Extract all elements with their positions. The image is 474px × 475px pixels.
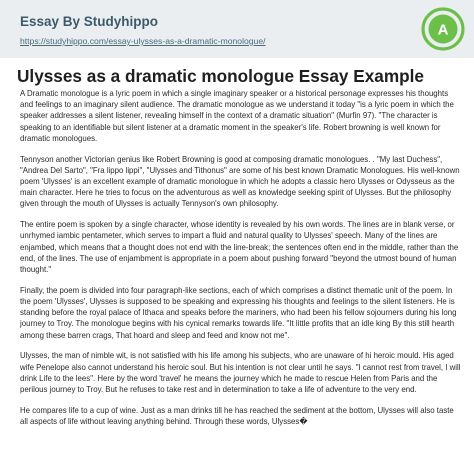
paragraph: A Dramatic monologue is a lyric poem in which a single imaginary speaker or a historical personage expresses his thoughts and feelings to an imaginary silent audience. The dramatic monologue as we understand it today "is a lyric poem in which the speaker addresses a silent listener, revealing himself in the context of a dramatic situation" (Murfin 97). "The character is speaking to an identifiable but silent listener at a dramatic moment in the speaker's life. Robert browning is well known for dramatic monologues. bbox=[20, 89, 454, 143]
paragraph: The entire poem is spoken by a single character, whose identity is revealed by his own words. The lines are in blank verse, or unrhymed iambic pentameter, which serves to impart a fluid and natural quality to Ulysses' speech. Many of the lines are enjambed, which means that a thought does not end with the line-break; the sentences often end in the middle, rather than the end, of the lines. The use of enjambment is appropriate in a poem about pushing forward "beyond the utmost bound of human thought." bbox=[20, 220, 459, 275]
paragraph: Finally, the poem is divided into four paragraph-like sections, each of which comprises a distinct thematic unit of the poem. In the poem 'Ulysses', Ulysses is supposed to be speaking and expressing his thoughts and feelings to the silent listeners. He is standing before the royal palace of Ithaca and speaks before the mariners, who had been his fellow sojourners during his long journey to Troy. The monologue begins with his cynical remarks towards life. "It little profits that an idle king By this still hearth among these barren crags, That hoard and sleep and feed and know not me". bbox=[20, 285, 457, 340]
paragraph: Tennyson another Victorian genius like Robert Browning is good at composing dramatic monologues. . "My last Duchess", "Andrea Del Sarto", "Fra lippo lippi", "Ulysses and Tithonus" are some of his best known Dramatic Monologues. His well-known poem 'Ulysses' is an excellent example of dramatic monologue in which he adopts a classic hero Ulysses or Odysseus as the main character. Here he tries to focus on the adventurous as well as knowledge seeking spirit of Ulysses. But the philosophy given through the mouth of Ulysses is actually Tennyson's own philosophy. bbox=[20, 154, 460, 209]
article-body bbox=[20, 88, 462, 437]
studyhippo-logo-icon[interactable] bbox=[421, 7, 465, 51]
page-title: Ulysses as a dramatic monologue Essay Example bbox=[17, 66, 424, 86]
site-header bbox=[0, 0, 474, 58]
page-url-link[interactable]: https://studyhippo.com/essay-ulysses-as-a-dramatic-monologue/ bbox=[20, 36, 266, 46]
paragraph: Ulysses, the man of nimble wit, is not satisfied with his life among his subjects, who are unaware of hi heroic mould. His aged wife Penelope also cannot understand his heroic soul. But his intention is not clear until he says. "I cannot rest from travel, I will drink Life to the lees". Here by the word 'travel' he means the journey which he made to rescue Helen from Paris and the perilous journey to Troy. But he refuses to take rest and in determination to take a life of adventure to the very end. bbox=[20, 351, 461, 395]
site-brand[interactable]: Essay By Studyhippo bbox=[20, 14, 159, 29]
paragraph: He compares life to a cup of wine. Just as a man drinks till he has reached the sediment at the bottom, Ulysses will also taste all aspects of life without leaving anything behind. Through these words, Ulysses� bbox=[20, 405, 454, 427]
logo-letter: A bbox=[437, 21, 449, 39]
